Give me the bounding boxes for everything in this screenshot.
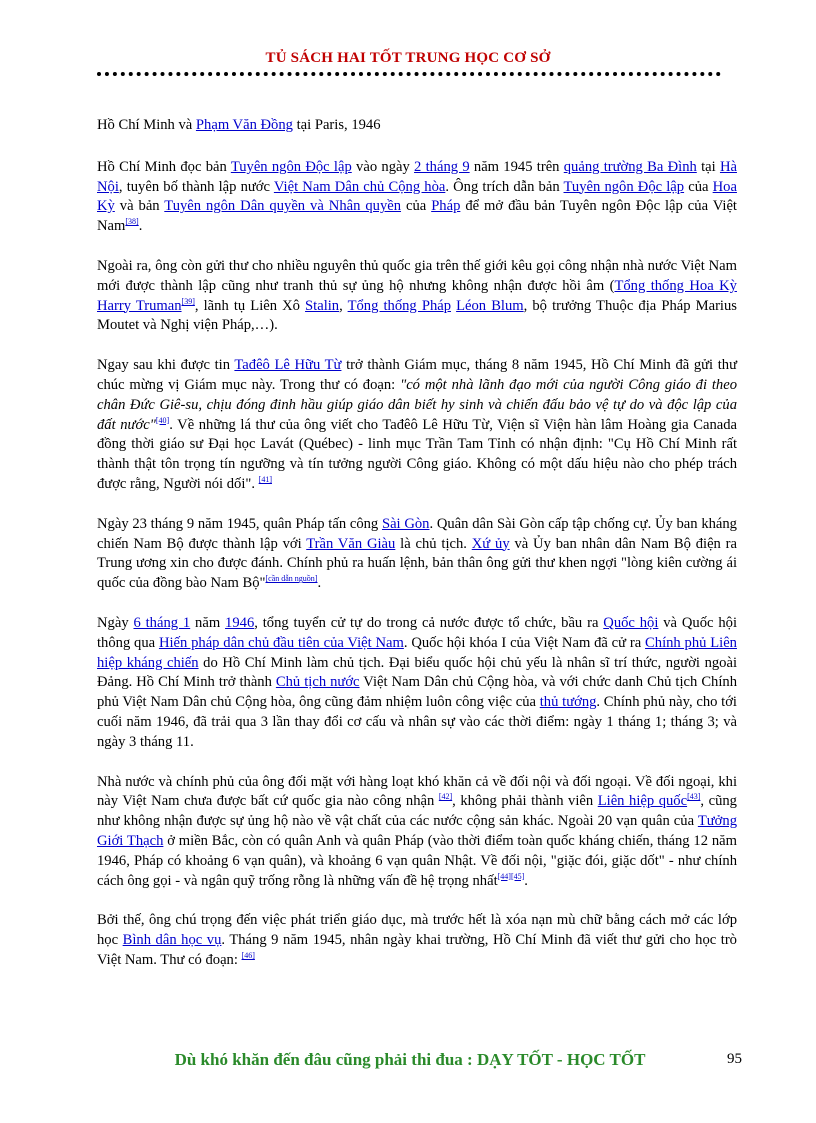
text: tại Paris, 1946 — [292, 117, 381, 133]
link-harry-truman[interactable]: Harry Truman — [97, 297, 182, 314]
text: Hồ Chí Minh đọc bản — [97, 158, 231, 175]
page-number: 95 — [727, 1051, 742, 1067]
paragraph-saigon — [97, 515, 737, 594]
paragraph-declaration — [97, 158, 737, 237]
citation-43[interactable]: [43] — [687, 792, 701, 802]
text: năm — [190, 614, 226, 631]
text: Nhà nước và chính phủ của ông đối mặt với hàng loạt khó khăn cả về đối nội và đối ngoại. Về đối ngoại, khi này Việt Nam chưa được bất cứ quốc gia nào công nhận — [97, 773, 737, 810]
citation-needed[interactable]: [cần dẫn nguồn] — [265, 574, 318, 584]
paragraph-education — [97, 911, 737, 970]
citation-39[interactable]: [39] — [181, 296, 195, 306]
text: , tuyên bố thành lập nước — [118, 178, 274, 195]
link-hoa-ky[interactable]: Hoa Kỳ — [97, 178, 737, 215]
text: . Ông trích dẫn bản — [445, 178, 564, 195]
paragraph-bishop — [97, 356, 737, 495]
text: Hồ Chí Minh và — [97, 117, 196, 133]
image-caption — [97, 116, 737, 136]
link-binh-dan-hoc-vu[interactable]: Bình dân học vụ — [122, 932, 222, 949]
document-body — [97, 116, 737, 991]
link-chinh-phu-lien-hiep[interactable]: Chính phủ Liên hiệp kháng chiến — [97, 634, 737, 671]
link-ha-noi[interactable]: Hà Nội — [97, 158, 737, 195]
text: tại — [696, 158, 720, 175]
citation-38[interactable]: [38] — [125, 217, 139, 227]
link-tuyen-ngon-dan-quyen[interactable]: Tuyên ngôn Dân quyền và Nhân quyền — [164, 198, 402, 215]
citation-40[interactable]: [40] — [155, 415, 170, 425]
link-quang-truong-ba-dinh[interactable]: quảng trường Ba Đình — [563, 158, 697, 175]
text: . Quân dân Sài Gòn cấp tập chống cự. Ủy ban kháng chiến Nam Bộ được thành lập với — [97, 515, 737, 552]
link-pham-van-dong[interactable]: Phạm Văn Đồng — [195, 117, 293, 133]
link-tadeo-le-huu-tu[interactable]: Tađêô Lê Hữu Từ — [234, 357, 342, 374]
text: và Ủy ban nhân dân Nam Bộ điện ra Trung ương xin cho được đánh. Chính phủ ra huấn lệnh, bản thân ông gửi thư khen ngợi "lòng kiên cường ái quốc của đồng bào Nam Bộ" — [97, 535, 738, 592]
text: . Chính phủ này, cho tới cuối năm 1946, đã trải qua 3 lần thay đổi cơ cấu và nhân sự vào các thời điểm: ngày 1 tháng 1; tháng 3; và ngày 3 tháng 11. — [97, 694, 737, 750]
text: . Về những lá thư của ông viết cho Tađêô Lê Hữu Từ, Viện sĩ Viện hàn lâm Hoàng gia Canada đồng thời giáo sư Đại học Lavát (Québec) - linh mục Trần Tam Tỉnh có nhận định: "Cụ Hồ Chí Minh rất thành thật tôn trọng tín ngưỡng và tín tưởng người Công giáo. Không có một dấu hiệu nào cho phép trách được rằng, Người nói dối". — [97, 416, 737, 492]
link-leon-blum[interactable]: Léon Blum — [456, 297, 524, 314]
text: , tổng tuyển cử tự do trong cả nước được tổ chức, bầu ra — [254, 614, 604, 631]
link-tran-van-giau[interactable]: Trần Văn Giàu — [306, 535, 396, 552]
quote-italic: "có một nhà lãnh đạo mới của người Công giáo đi theo chân Đức Giê-su, chịu đóng đinh hầu giúp giáo dân biết hy sinh và chiến đấu bảo vệ tự do và độc lập của đất nước" — [97, 376, 738, 433]
text: của — [684, 178, 713, 195]
text: Việt Nam Dân chủ Cộng hòa, và với chức danh Chủ tịch Chính phủ Việt Nam Dân chủ Cộng hòa, ông cũng đảm nhiệm luôn công việc của — [97, 674, 737, 711]
text: vào ngày — [351, 158, 415, 175]
paragraph-letters — [97, 257, 737, 336]
text: , cũng như không nhận được sự ủng hộ nào về vật chất của các nước cộng sản khác. Ngoài 20 vạn quân của — [97, 793, 737, 830]
link-stalin[interactable]: Stalin — [305, 297, 340, 314]
link-quoc-hoi[interactable]: Quốc hội — [603, 614, 659, 631]
text: Ngoài ra, ông còn gửi thư cho nhiều nguyên thủ quốc gia trên thế giới kêu gọi công nhận nhà nước Việt Nam mới được thành lập cũng như tranh thủ sự ủng hộ nhưng không nhận được hồi âm ( — [97, 257, 737, 294]
link-tuyen-ngon-doc-lap[interactable]: Tuyên ngôn Độc lập — [230, 158, 352, 175]
link-lien-hiep-quoc[interactable]: Liên hiệp quốc — [597, 793, 688, 810]
text: , — [339, 297, 348, 314]
text: do Hồ Chí Minh làm chủ tịch. Đại biểu quốc hội chủ yếu là nhân sĩ trí thức, người ngoài Đảng. Hồ Chí Minh trở thành — [97, 654, 737, 691]
text: , lãnh tụ Liên Xô — [194, 297, 306, 314]
link-phap[interactable]: Pháp — [431, 198, 461, 215]
citation-41[interactable]: [41] — [258, 475, 272, 485]
link-6-thang-1[interactable]: 6 tháng 1 — [133, 614, 191, 631]
citation-42[interactable]: [42] — [438, 792, 453, 802]
text: và bản — [114, 198, 165, 215]
link-vndchc[interactable]: Việt Nam Dân chủ Cộng hòa — [273, 178, 446, 195]
text: Ngày — [97, 614, 134, 631]
link-hien-phap[interactable]: Hiến pháp dân chủ đầu tiên của Việt Nam — [158, 634, 404, 651]
link-thu-tuong[interactable]: thủ tướng — [539, 694, 597, 711]
text: và Quốc hội thông qua — [97, 614, 737, 651]
citation-44-45[interactable]: [44][45] — [497, 871, 525, 881]
header-title: TỦ SÁCH HAI TỐT TRUNG HỌC CƠ SỞ — [265, 50, 551, 66]
text: , không phải thành viên — [452, 793, 598, 810]
text: của — [401, 198, 432, 215]
text: năm 1945 trên — [469, 158, 564, 175]
link-2-thang-9[interactable]: 2 tháng 9 — [414, 158, 470, 175]
text: Ngay sau khi được tin — [97, 357, 235, 374]
text: . — [524, 872, 528, 889]
footer-motto: Dù khó khăn đến đâu cũng phải thi đua : DẠY TỐT - HỌC TỐT — [174, 1050, 646, 1069]
text: Bởi thế, ông chú trọng đến việc phát triển giáo dục, mà trước hết là xóa nạn mù chữ bằng cách mở các lớp học — [97, 912, 737, 949]
link-sai-gon[interactable]: Sài Gòn — [381, 515, 430, 532]
text: Ngày 23 tháng 9 năm 1945, quân Pháp tấn công — [97, 515, 382, 532]
link-tuyen-ngon-doc-lap-hoa-ky[interactable]: Tuyên ngôn Độc lập — [563, 178, 685, 195]
link-chu-tich-nuoc[interactable]: Chủ tịch nước — [275, 674, 360, 691]
link-1946[interactable]: 1946 — [225, 614, 255, 631]
header-dotted-rule — [97, 72, 721, 76]
text: để mở đầu bản Tuyên ngôn Độc lập của Việt Nam — [97, 198, 737, 235]
text: trở thành Giám mục, tháng 8 năm 1945, Hồ Chí Minh đã gửi thư chúc mừng vị Giám mục này. Trong thư có đoạn: — [97, 357, 738, 393]
paragraph-difficulties — [97, 773, 737, 892]
text: . — [138, 218, 143, 235]
text: . — [317, 575, 322, 592]
text: , bộ trưởng Thuộc địa Pháp Marius Moutet và Nghị viện Pháp,…). — [97, 297, 737, 334]
text: là chủ tịch. — [395, 535, 472, 552]
link-tuong-gioi-thach[interactable]: Tưởng Giới Thạch — [97, 813, 737, 849]
citation-46[interactable]: [46] — [241, 951, 255, 961]
text: . Tháng 9 năm 1945, nhân ngày khai trường, Hồ Chí Minh đã viết thư gửi cho học trò Việt Nam. Thư có đoạn: — [97, 932, 737, 968]
link-tong-thong-phap[interactable]: Tổng thống Pháp — [347, 297, 452, 314]
paragraph-election — [97, 614, 737, 753]
text: . Quốc hội khóa I của Việt Nam đã cử ra — [403, 634, 646, 651]
link-tong-thong-hoa-ky[interactable]: Tổng thống Hoa Kỳ — [614, 277, 737, 294]
text: ở miền Bắc, còn có quân Anh và quân Pháp (vào thời điểm toàn quốc kháng chiến, tháng 12 năm 1946, Pháp có khoảng 6 vạn quân), và khoảng 6 vạn quân Nhật. Về đối nội, "giặc đói, giặc dốt" - như chính cách ông gọi - và ngân quỹ trống rỗng là những vấn đề hệ trọng nhất — [97, 832, 737, 889]
link-xu-uy[interactable]: Xứ ủy — [471, 535, 510, 552]
